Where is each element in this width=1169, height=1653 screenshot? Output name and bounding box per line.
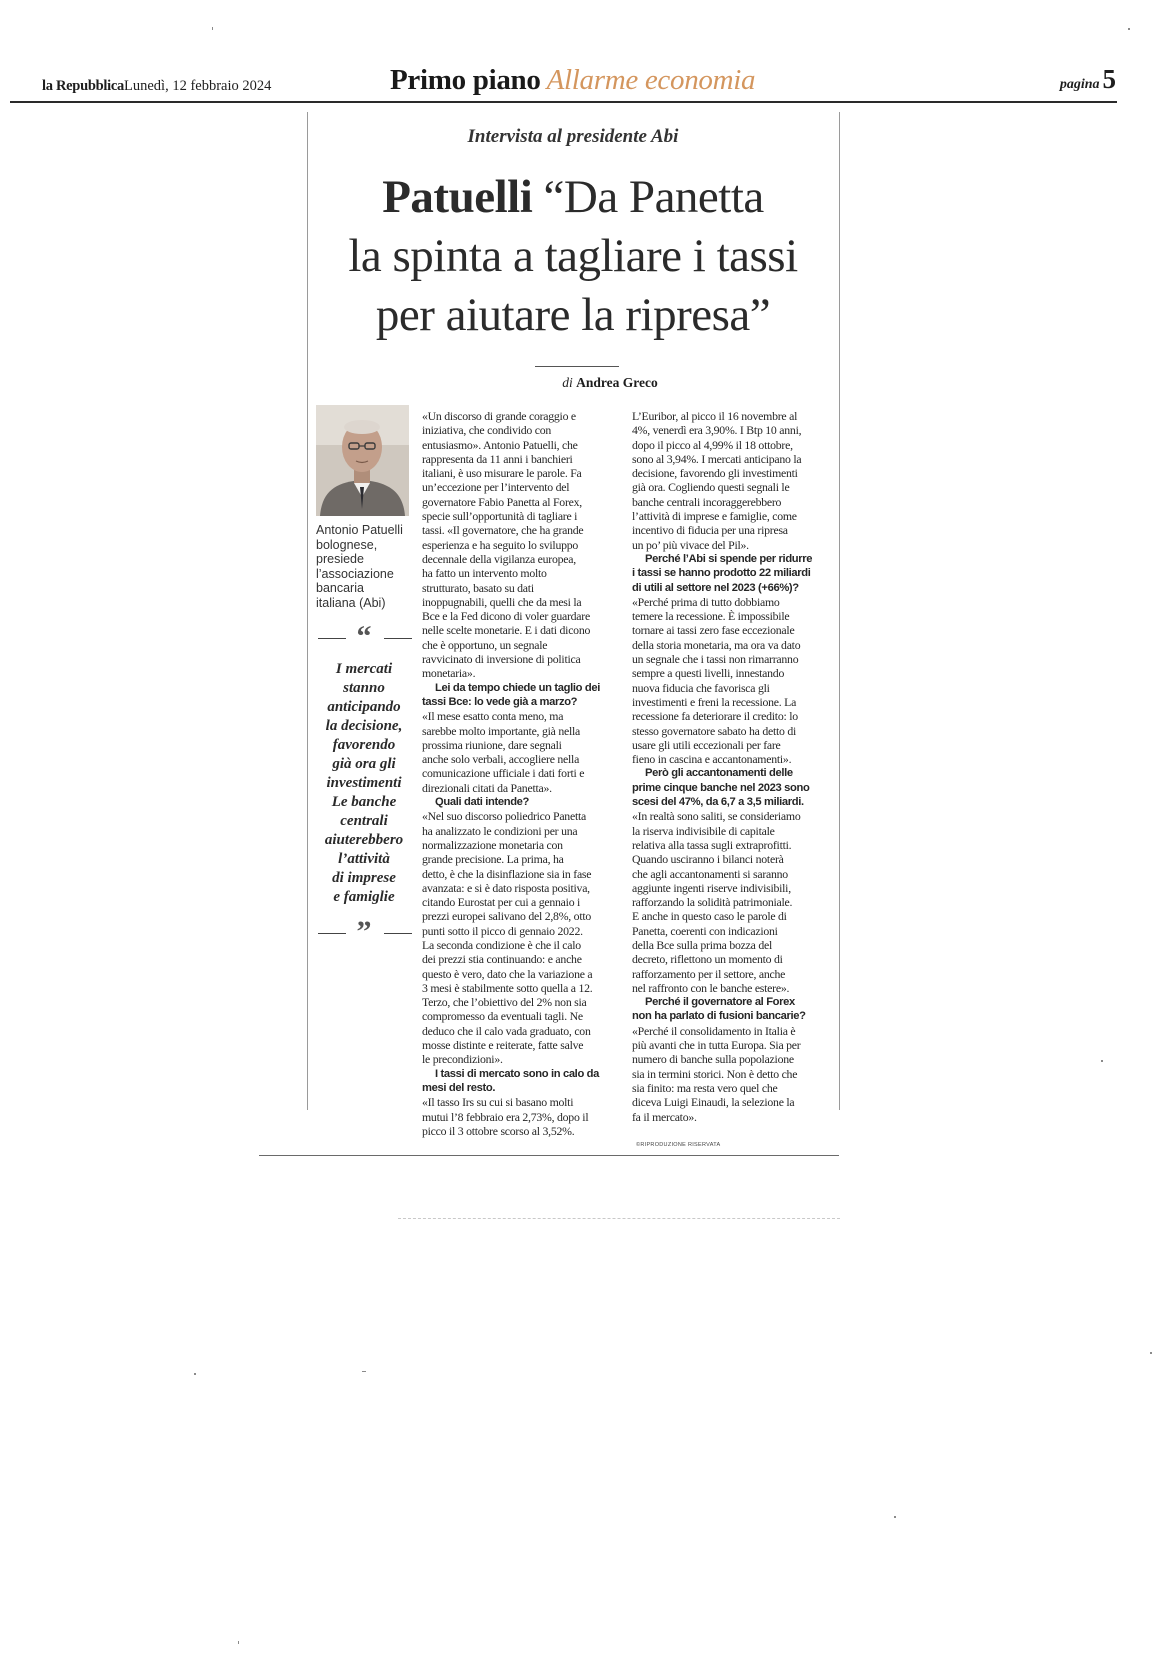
text-line: Quando usciranno i bilanci noterà: [632, 852, 784, 867]
body-paragraph: [632, 409, 832, 552]
text-line: relativa alla tassa sugli extraprofitti.: [632, 837, 792, 852]
caption-line: bancaria: [316, 581, 364, 595]
caption-line: italiana (Abi): [316, 595, 386, 610]
text-line: prossima riunione, dare segnali: [422, 737, 562, 752]
interview-question: [422, 681, 622, 710]
article-column-1: [422, 409, 622, 1138]
text-line: tassi. «Il governatore, che ha grande: [422, 523, 584, 538]
open-quote-icon: “: [356, 620, 372, 653]
scan-speck: [362, 1371, 366, 1372]
question-line: di utili al settore nel 2023 (+66%)?: [632, 581, 799, 594]
text-line: banche centrali incoraggerebbero: [632, 494, 782, 509]
page-label: [1060, 64, 1116, 95]
interview-question: [422, 1067, 622, 1096]
text-line: ravvicinato di inversione di politica: [422, 652, 581, 667]
headline-line-1: [307, 168, 839, 227]
caption-line: Antonio Patuelli: [316, 523, 403, 537]
text-line: stesso governatore sabato ha detto di: [632, 723, 797, 738]
headline-line-2: la spinta a tagliare i tassi: [348, 230, 798, 282]
text-line: L’Euribor, al picco il 16 novembre al: [632, 409, 798, 423]
question-line: Perché il governatore al Forex: [645, 996, 795, 1009]
question-line: Lei da tempo chiede un taglio dei: [435, 681, 600, 694]
text-line: investimenti e freni la recessione. La: [632, 694, 797, 709]
text-line: entusiasmo». Antonio Patuelli, che: [422, 437, 578, 452]
article-rule-right: [839, 112, 840, 1110]
pullquote-line: Le banche: [331, 794, 397, 810]
text-line: temere la recessione. È impossibile: [632, 609, 790, 624]
interview-answer: [422, 1095, 622, 1138]
page-number: 5: [1102, 64, 1116, 94]
text-line: 4%, venerdì era 3,90%. I Btp 10 anni,: [632, 423, 802, 438]
question-line: Perché l’Abi si spende per ridurre: [645, 552, 813, 565]
text-line: mutui l’8 febbraio era 2,73%, dopo il: [422, 1109, 589, 1124]
caption-line: bolognese,: [316, 537, 378, 552]
text-line: Panetta, coerenti con indicazioni: [632, 923, 778, 938]
text-line: sarebbe molto importante, già nella: [422, 723, 580, 738]
text-line: esperienza e ha seguito lo sviluppo: [422, 537, 579, 552]
text-line: sia in termini storici. Non è detto che: [632, 1066, 798, 1081]
text-line: «In realtà sono saliti, se consideriamo: [632, 809, 801, 824]
interview-question: [632, 552, 832, 595]
text-line: dopo il picco al 4,99% il 18 ottobre,: [632, 437, 793, 452]
scan-speck: [1128, 28, 1130, 30]
text-line: 3 mesi è stabilmente sotto quella a 12.: [422, 980, 593, 995]
masthead-logo: la Repubblica: [42, 78, 124, 94]
pullquote: [312, 660, 416, 907]
text-line: detto, è che la disinflazione sia in fase: [422, 866, 592, 881]
text-line: dei prezzi stia continuando: e anche: [422, 952, 582, 967]
close-quote-icon: ”: [356, 915, 372, 948]
text-line: punti sotto il picco di gennaio 2022.: [422, 923, 583, 938]
caption-line: presiede: [316, 552, 364, 566]
pullquote-line: centrali: [340, 813, 388, 829]
pullquote-line: investimenti: [326, 775, 402, 791]
question-line: scesi del 47%, da 6,7 a 3,5 miliardi.: [632, 796, 804, 809]
pullquote-line: I mercati: [335, 661, 393, 677]
text-line: «Il mese esatto conta meno, ma: [422, 709, 564, 724]
pullquote-open-mark: [314, 620, 414, 653]
text-line: decreto, riflettono un momento di: [632, 952, 783, 967]
interview-answer: [632, 595, 832, 767]
byline-rule: [535, 366, 619, 367]
text-line: sempre a questi livelli, innestando: [632, 666, 785, 681]
photo-caption: [316, 523, 414, 610]
text-line: «Perché prima di tutto dobbiamo: [632, 594, 780, 609]
text-line: fieno in cascina e accantonamenti».: [632, 752, 792, 767]
text-line: ha fatto un intervento molto: [422, 566, 547, 581]
text-line: già ora. Cogliendo questi segnali le: [632, 480, 790, 495]
question-line: Quali dati intende?: [435, 796, 530, 809]
text-line: rappresenta da 11 anni i banchieri: [422, 451, 573, 466]
text-line: nelle scelte monetarie. E i dati dicono: [422, 623, 591, 638]
question-line: Però gli accantonamenti delle: [645, 767, 793, 780]
text-line: decennale della vigilanza europea,: [422, 551, 576, 566]
author-name: Andrea Greco: [576, 375, 658, 390]
pullquote-rule: [384, 933, 412, 934]
text-line: l’attività di imprese e famiglie, come: [632, 509, 797, 524]
text-line: usare gli utili eccezionali per fare: [632, 737, 781, 752]
scan-speck: [1150, 1352, 1152, 1354]
copyright-notice: ©RIPRODUZIONE RISERVATA: [636, 1142, 721, 1148]
text-line: picco il 3 ottobre scorso al 3,52%.: [422, 1123, 575, 1138]
text-line: mosse distinte e reiterate, fatte salve: [422, 1038, 584, 1053]
text-line: citando Eurostat per cui a gennaio i: [422, 895, 581, 910]
interview-question: [632, 766, 832, 809]
article-headline: [307, 168, 839, 345]
portrait-illustration: [316, 405, 409, 516]
text-line: anche solo verbali, accogliere nella: [422, 752, 580, 767]
pullquote-close-mark: [314, 915, 414, 948]
interview-answer: [632, 809, 832, 995]
text-line: incentivo di fiducia per una ripresa: [632, 523, 788, 538]
text-line: sia finito: ma resta vero quel che: [632, 1080, 778, 1095]
pullquote-line: aiuterebbero: [324, 832, 404, 848]
text-line: della storia monetaria, ma ora va dato: [632, 637, 801, 652]
page-fold-line: [398, 1218, 840, 1219]
text-line: «Un discorso di grande coraggio e: [422, 409, 576, 423]
scan-speck: [1101, 1060, 1103, 1062]
text-line: iniziativa, che condivido con: [422, 423, 552, 438]
text-line: «Nel suo discorso poliedrico Panetta: [422, 809, 586, 824]
scan-speck: [212, 27, 213, 30]
text-line: numero di banche sulla popolazione: [632, 1052, 794, 1067]
text-line: fa il mercato».: [632, 1109, 697, 1124]
text-line: La seconda condizione è che il calo: [422, 937, 581, 952]
text-line: decisione, favorendo gli investimenti: [632, 466, 798, 481]
headline-name: Patuelli: [382, 171, 533, 223]
text-line: monetaria».: [422, 666, 476, 681]
text-line: tornare ai tassi zero fase eccezionale: [632, 623, 795, 638]
interview-answer: [422, 709, 622, 795]
text-line: un po’ più vivace del Pil».: [632, 537, 749, 552]
text-line: strutturato, basato su dati: [422, 580, 534, 595]
text-line: avanzata: e si è dato risposta positiva,: [422, 880, 590, 895]
text-line: italiani, è uso misurare le parole. Fa: [422, 466, 582, 481]
pullquote-line: di imprese: [332, 870, 396, 886]
header-rule: [10, 101, 1117, 103]
text-line: aggiunte ingenti riserve indivisibili,: [632, 880, 791, 895]
text-line: comunicazione ufficiale i dati forti e: [422, 766, 585, 781]
pullquote-line: anticipando: [327, 699, 401, 715]
issue-date: Lunedì, 12 febbraio 2024: [124, 78, 272, 94]
body-paragraph: [422, 409, 622, 681]
text-line: Bce e la Fed dicono di voler guardare: [422, 609, 590, 624]
text-line: nel raffronto con le banche estere».: [632, 980, 790, 995]
text-line: diceva Luigi Einaudi, la selezione la: [632, 1095, 795, 1110]
text-line: le precondizioni».: [422, 1052, 503, 1067]
text-line: compromesso da eventuali tagli. Ne: [422, 1009, 583, 1024]
text-line: grande precisione. La prima, ha: [422, 852, 564, 867]
section-topic: Allarme economia: [546, 64, 756, 96]
text-line: recessione fa deteriorare il credito: lo: [632, 709, 798, 724]
text-line: «Il tasso Irs su cui si basano molti: [422, 1095, 574, 1110]
text-line: normalizzazione monetaria con: [422, 837, 563, 852]
pullquote-line: già ora gli: [332, 756, 396, 772]
text-line: specie sull’opportunità di tagliare i: [422, 509, 578, 524]
text-line: prezzi europei salivano del 2,8%, otto: [422, 909, 592, 924]
headline-line-3: per aiutare la ripresa”: [375, 289, 771, 341]
article-column-2: [632, 409, 832, 1124]
text-line: più avanti che in tutta Europa. Sia per: [632, 1038, 801, 1053]
text-line: questo è vero, dato che la variazione a: [422, 966, 593, 981]
text-line: sono al 3,94%. I mercati anticipano la: [632, 451, 802, 466]
question-line: non ha parlato di fusioni bancarie?: [632, 1010, 806, 1023]
text-line: Terzo, che l’obiettivo del 2% non sia: [422, 995, 587, 1010]
text-line: governatore Fabio Panetta al Forex,: [422, 494, 582, 509]
text-line: la riserva indivisibile di capitale: [632, 823, 775, 838]
question-line: I tassi di mercato sono in calo da: [435, 1067, 600, 1080]
text-line: che è opportuno, un segnale: [422, 637, 548, 652]
byline-prefix: di: [562, 375, 573, 390]
pullquote-line: stanno: [343, 680, 385, 696]
text-line: deduco che il calo vada graduato, con: [422, 1023, 591, 1038]
text-line: direzionali citati da Panetta».: [422, 780, 552, 795]
question-line: mesi del resto.: [422, 1081, 496, 1094]
text-line: rafforzamento per il settore, anche: [632, 966, 786, 981]
pullquote-line: e famiglie: [333, 889, 395, 905]
section-main: Primo piano: [390, 64, 541, 96]
headline-quote-start: “Da Panetta: [543, 171, 764, 223]
pullquote-rule: [384, 638, 412, 639]
interview-question: [422, 795, 622, 809]
interview-answer: [632, 1024, 832, 1124]
page-word: pagina: [1059, 77, 1100, 92]
scan-speck: [194, 1373, 196, 1375]
caption-line: l’associazione: [316, 566, 394, 581]
scan-speck: [894, 1516, 896, 1518]
pullquote-line: l’attività: [338, 851, 390, 867]
text-line: della Bce sulla prima bozza del: [632, 937, 772, 952]
text-line: rafforzando la solidità patrimoniale.: [632, 895, 793, 910]
portrait-photo: [316, 405, 409, 516]
article-byline: [307, 375, 913, 391]
scan-speck: [238, 1641, 239, 1644]
text-line: «Perché il consolidamento in Italia è: [632, 1023, 796, 1038]
text-line: un segnale che i tassi non rimarranno: [632, 652, 799, 667]
text-line: un’eccezione per l’intervento del: [422, 480, 570, 495]
article-rule-bottom: [259, 1155, 839, 1156]
question-line: i tassi se hanno prodotto 22 miliardi: [632, 567, 811, 580]
question-line: tassi Bce: lo vede già a marzo?: [422, 695, 578, 708]
question-line: prime cinque banche nel 2023 sono: [632, 781, 810, 794]
pullquote-line: favorendo: [332, 737, 396, 753]
section-title: [390, 64, 755, 97]
article-kicker: Intervista al presidente Abi: [467, 126, 679, 147]
text-line: che agli accantonamenti si saranno: [632, 866, 788, 881]
text-line: ha analizzato le condizioni per una: [422, 823, 578, 838]
text-line: nuova fiducia che favorisca gli: [632, 680, 770, 695]
pullquote-line: la decisione,: [325, 718, 403, 734]
text-line: E anche in questo caso le parole di: [632, 909, 787, 924]
interview-answer: [422, 809, 622, 1066]
text-line: inoppugnabili, quelli che da mesi la: [422, 594, 582, 609]
interview-question: [632, 995, 832, 1024]
